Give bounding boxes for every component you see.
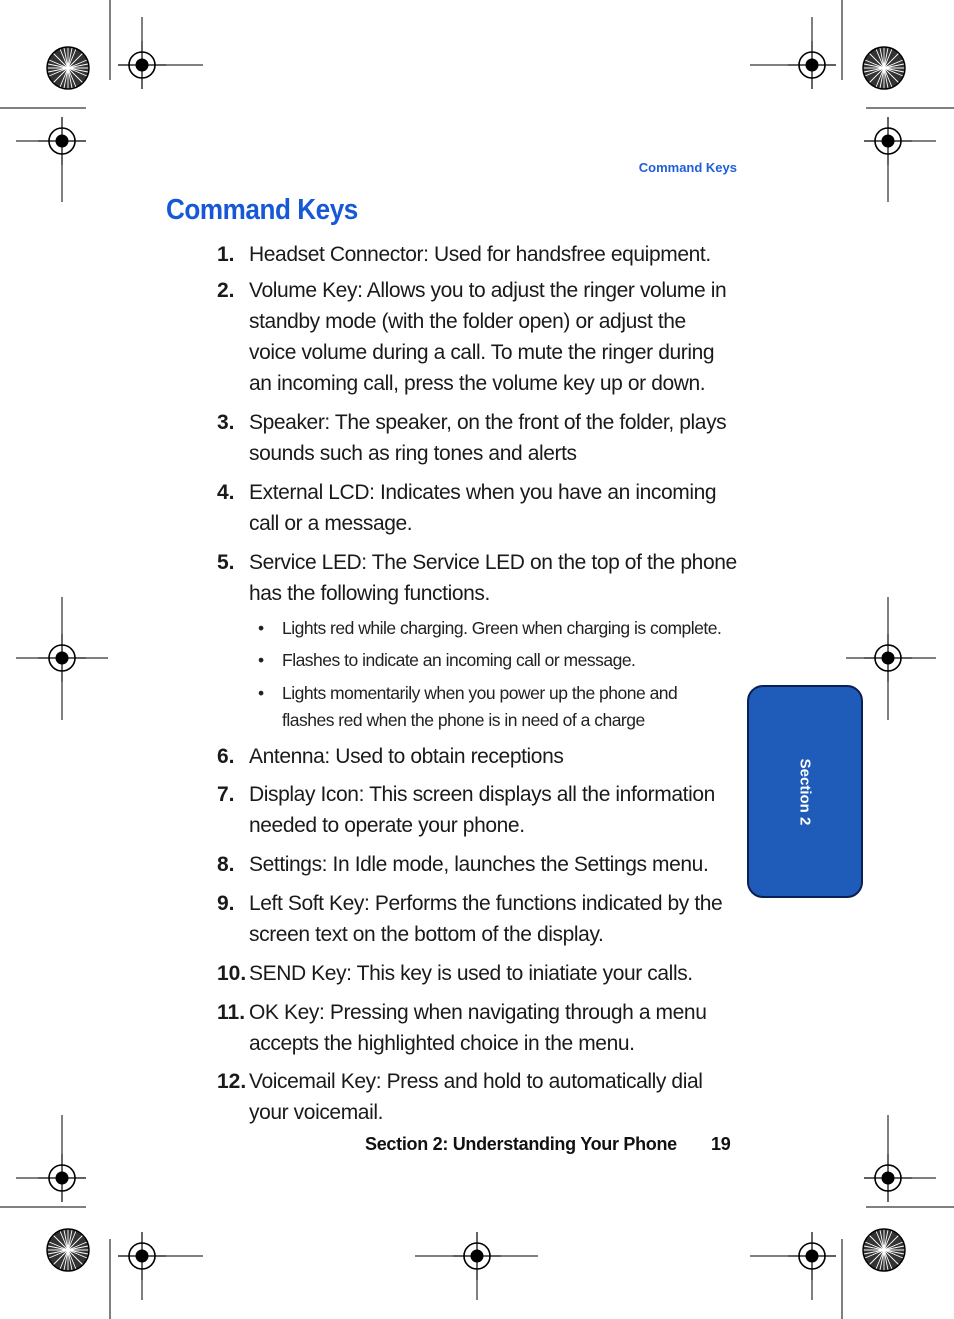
registration-mark [16,597,108,720]
list-number: 8. [217,853,235,876]
page-number: 19 [711,1134,731,1154]
registration-mark [16,1115,86,1202]
list-text: SEND Key: This key is used to iniatiate your calls. [249,962,693,985]
list-text: Speaker: The speaker, on the front of the folder, plays sounds such as ring tones and alerts [249,411,727,465]
registration-mark [118,1232,203,1300]
registration-mark [864,117,936,202]
list-item [217,779,737,841]
list-item [217,547,737,609]
list-number: 6. [217,745,235,768]
list-text: External LCD: Indicates when you have an incoming call or a message. [249,481,717,535]
bullet-text: Flashes to indicate an incoming call or message. [282,650,636,670]
section-tab-label: Section 2 [796,758,814,825]
registration-mark [415,1232,538,1300]
list-item [217,849,737,880]
bullet-dot: • [258,618,264,638]
list-number: 1. [217,243,235,266]
list-number: 11. [217,1001,246,1024]
list-number: 12. [217,1070,247,1093]
bullet-text: Lights red while charging. Green when charging is complete. [282,618,722,638]
list-text: Voicemail Key: Press and hold to automatically dial your voicemail. [249,1070,703,1124]
registration-mark [750,17,836,89]
list-item [217,741,737,772]
list-item [217,407,737,469]
list-text: Display Icon: This screen displays all the information needed to operate your phone. [249,783,715,837]
registration-mark [16,117,86,202]
running-header: Command Keys [638,160,737,175]
list-number: 5. [217,551,235,574]
bullet-item [258,647,733,674]
list-text: Antenna: Used to obtain receptions [249,745,564,768]
list-item [217,958,737,989]
list-text: Left Soft Key: Performs the functions indicated by the screen text on the bottom of the display. [249,892,723,946]
list-number: 7. [217,783,235,806]
star-target [47,1229,89,1271]
list-item [217,239,737,270]
registration-mark [864,1115,936,1202]
list-number: 2. [217,279,235,302]
page-title: Command Keys [166,194,358,226]
list-item [217,275,737,399]
list-text: Service LED: The Service LED on the top of the phone has the following functions. [249,551,737,605]
footer-section-label: Section 2: Understanding Your Phone [365,1134,677,1154]
list-text: Volume Key: Allows you to adjust the ringer volume in standby mode (with the folder open) or adjust the voice volume during a call. To mute the ringer during an incoming call, press the volume key up or down. [249,279,727,395]
list-number: 10. [217,962,247,985]
list-text: Settings: In Idle mode, launches the Settings menu. [249,853,709,876]
registration-mark [118,17,203,89]
list-text: Headset Connector: Used for handsfree equipment. [249,243,711,266]
list-number: 4. [217,481,235,504]
list-text: OK Key: Pressing when navigating through a menu accepts the highlighted choice in the menu. [249,1001,707,1055]
list-item [217,477,737,539]
section-tab [747,685,863,898]
bullet-item [258,615,733,642]
star-target [863,47,905,89]
bullet-item [258,680,733,734]
registration-mark [750,1232,836,1300]
bullet-dot: • [258,683,264,703]
star-target [47,47,89,89]
star-target [863,1229,905,1271]
bullet-dot: • [258,650,264,670]
list-number: 9. [217,892,235,915]
bullet-text: Lights momentarily when you power up the phone and flashes red when the phone is in need of a charge [282,683,678,730]
list-item [217,997,737,1059]
list-number: 3. [217,411,235,434]
list-item [217,888,737,950]
list-item [217,1066,737,1128]
